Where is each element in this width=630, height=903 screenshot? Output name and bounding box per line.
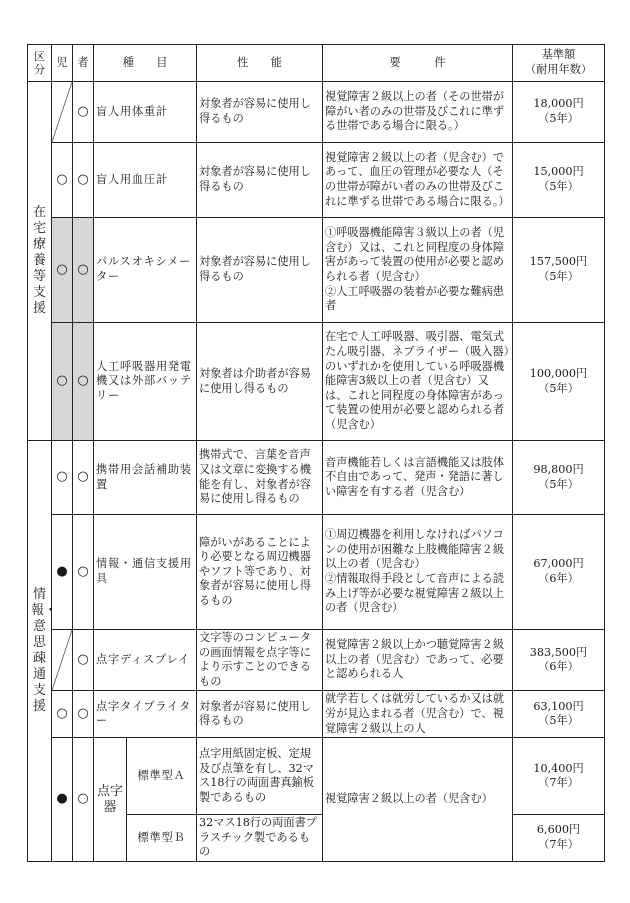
table-row [28, 143, 605, 218]
table-row [28, 323, 605, 441]
price-years: （7年） [538, 776, 579, 790]
braille-type-b-performance: 32マス18行の両面書プラスチック製であるもの [197, 815, 323, 862]
standard-price [513, 218, 605, 323]
table-row [28, 441, 605, 515]
header-child: 児 [52, 45, 73, 82]
price-amount: 63,100円 [533, 699, 584, 713]
requirement-text [323, 515, 513, 630]
person-mark: ○ [73, 630, 94, 691]
braille-requirement: 視覚障害２級以上の者（児含む） [323, 738, 513, 862]
person-mark: ○ [73, 441, 94, 515]
braille-type-b-name: 標準型Ｂ [127, 815, 197, 862]
price-amount: 98,800円 [533, 462, 584, 476]
requirement-text: 視覚障害２級以上の者（その世帯が障がい者のみの世帯及びこれに準ずる世帯である場合に限る。） [323, 82, 513, 143]
item-name: 情報・通信支援用具 [94, 515, 197, 630]
price-amount: 100,000円 [529, 366, 588, 380]
standard-price [513, 630, 605, 691]
child-not-applicable [52, 630, 73, 691]
price-amount: 67,000円 [533, 557, 584, 571]
requirement-text [323, 218, 513, 323]
child-not-applicable [52, 82, 73, 143]
header-performance: 性 能 [197, 45, 323, 82]
item-name: 盲人用体重計 [94, 82, 197, 143]
braille-type-a-name: 標準型Ａ [127, 738, 197, 815]
header-category: 区分 [28, 45, 52, 82]
requirement-text: 音声機能若しくは言語機能又は肢体不自由であって、発声・発語に著しい障害を有する者（児含む） [323, 441, 513, 515]
item-name: 人工呼吸器用発電機又は外部バッテリー [94, 323, 197, 441]
person-mark: ○ [73, 691, 94, 738]
item-name: 点字タイプライター [94, 691, 197, 738]
performance-text: 携帯式で、言葉を音声又は文章に変換する機能を有し、対象者が容易に使用し得るもの [197, 441, 323, 515]
child-mark: ○ [52, 323, 73, 441]
price-years: （5年） [538, 381, 579, 395]
standard-price [513, 815, 605, 862]
performance-text: 対象者が容易に使用し得るもの [197, 691, 323, 738]
performance-text: 対象者は介助者が容易に使用し得るもの [197, 323, 323, 441]
price-amount: 15,000円 [533, 165, 584, 179]
requirement-text: 在宅で人工呼吸器、吸引器、電気式たん吸引器、ネブライザー（吸入器）のいずれかを使用している呼吸器機能障害3級以上の者（児含む）又は、これと同程度の身体障害があって装置の使用が必要と認められる者（児含む） [323, 323, 513, 441]
price-years: （5年） [538, 112, 579, 125]
requirement-item-1: ①周辺機器を利用しなければパソコンの使用が困難な上肢機能障害２級以上の者（児含む） [325, 528, 505, 571]
price-amount: 157,500円 [529, 255, 588, 269]
child-mark: ○ [52, 143, 73, 218]
child-mark: ○ [52, 441, 73, 515]
category-information: 情報・意思疎通支援 [28, 441, 52, 862]
header-standard-amount: 基準額 [541, 48, 576, 62]
price-years: （6年） [538, 572, 579, 585]
requirement-text: 就学若しくは就労しているか又は就労が見込まれる者（児含む）で、視覚障害２級以上の人 [323, 691, 513, 738]
price-years: （6年） [538, 660, 579, 674]
price-amount: 18,000円 [533, 97, 584, 111]
person-mark: ○ [73, 515, 94, 630]
standard-price [513, 738, 605, 815]
person-mark: ○ [73, 323, 94, 441]
price-amount: 383,500円 [529, 645, 588, 659]
person-mark: ○ [73, 82, 94, 143]
table-row [28, 630, 605, 691]
braille-item-name: 点字器 [94, 738, 127, 862]
price-amount: 10,400円 [533, 761, 584, 775]
standard-price [513, 143, 605, 218]
item-name: 携帯用会話補助装置 [94, 441, 197, 515]
requirement-item-1: ①呼吸器機能障害３級以上の者（児含む）又は、これと同程度の身体障害があって装置の使用が必要と認められる者（児含む） [325, 226, 505, 283]
item-name: 盲人用血圧計 [94, 143, 197, 218]
standard-price [513, 515, 605, 630]
person-mark: ○ [73, 738, 94, 862]
table-row [28, 738, 605, 815]
standard-price [513, 691, 605, 738]
requirement-text: 視覚障害２級以上の者（児含む）であって、血圧の管理が必要な人（その世帯が障がい者のみの世帯及びこれに準ずる世帯である場合に限る。） [323, 143, 513, 218]
table-row [28, 82, 605, 143]
equipment-table [27, 44, 605, 862]
header-requirement: 要 件 [323, 45, 513, 82]
header-standard [513, 45, 605, 82]
table-row [28, 218, 605, 323]
price-years: （5年） [538, 270, 579, 283]
child-mark: ● [52, 515, 73, 630]
person-mark: ○ [73, 218, 94, 323]
performance-text: 文字等のコンピュータの画面情報を点字等により示すことのできるもの [197, 630, 323, 691]
item-name: 点字ディスプレイ [94, 630, 197, 691]
header-row [28, 45, 605, 82]
price-years: （5年） [538, 477, 579, 491]
person-mark: ○ [73, 143, 94, 218]
price-years: （5年） [538, 714, 579, 728]
category-home-care: 在宅療養等支援 [28, 82, 52, 441]
performance-text: 対象者が容易に使用し得るもの [197, 82, 323, 143]
performance-text: 障がいがあることにより必要となる周辺機器やソフト等であり、対象者が容易に使用し得るもの [197, 515, 323, 630]
price-years: （7年） [538, 838, 579, 852]
standard-price [513, 441, 605, 515]
requirement-text: 視覚障害２級以上かつ聴覚障害２級以上の者（児含む）であって、必要と認められる人 [323, 630, 513, 691]
requirement-item-2: ②人工呼吸器の装着が必要な難病患者 [325, 284, 505, 313]
header-item: 種 目 [94, 45, 197, 82]
requirement-item-2: ②情報取得手段として音声による読み上げ等が必要な視覚障害２級以上の者（児含む） [325, 572, 505, 615]
standard-price [513, 82, 605, 143]
header-person: 者 [73, 45, 94, 82]
child-mark: ● [52, 738, 73, 862]
price-years: （5年） [538, 180, 579, 193]
child-mark: ○ [52, 218, 73, 323]
header-standard-years: （耐用年数） [524, 63, 593, 76]
performance-text: 対象者が容易に使用し得るもの [197, 143, 323, 218]
item-name: パルスオキシメーター [94, 218, 197, 323]
price-amount: 6,600円 [536, 823, 581, 837]
braille-type-a-performance: 点字用紙固定板、定規及び点筆を有し、32マス18行の両面書真鍮板製であるもの [197, 738, 323, 815]
standard-price [513, 323, 605, 441]
child-mark: ○ [52, 691, 73, 738]
table-row [28, 691, 605, 738]
performance-text: 対象者が容易に使用し得るもの [197, 218, 323, 323]
table-row [28, 515, 605, 630]
